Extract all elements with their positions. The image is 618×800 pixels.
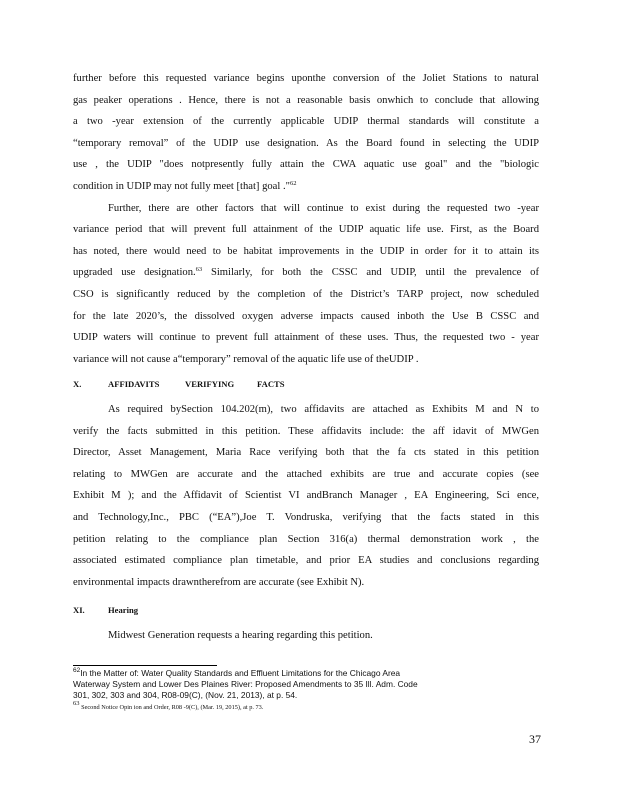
text-line: use , the UDIP "does notpresently fully attain the CWA aquatic use goal" and the "biologic (73, 159, 539, 171)
text-line: variance will not cause a“temporary” removal of the aquatic life use of theUDIP . (73, 353, 419, 365)
text-line: Midwest Generation requests a hearing regarding this petition. (108, 630, 373, 641)
text-line-content: condition in UDIP may not fully meet [that] goal ." (73, 180, 290, 192)
footnote-ref-63[interactable]: 63 (195, 266, 203, 274)
text-line-content: Similarly, for both the CSSC and UDIP, until the prevalence of (210, 267, 539, 279)
text-line: gas peaker operations . Hence, there is not a reasonable basis onwhich to conclude that allowing (73, 94, 539, 106)
text-line (73, 176, 539, 198)
text-line: a two -year extension of the currently applicable UDIP thermal standards will constitute a (73, 116, 539, 128)
section-number: X. (73, 379, 82, 389)
footnote-63 (73, 700, 503, 712)
footnote-line (73, 668, 503, 679)
footnote-ref-62[interactable]: 62 (289, 179, 297, 187)
page-number: 37 (529, 732, 541, 746)
paragraph-hearing (73, 625, 539, 647)
text-line: environmental impacts drawntherefrom are accurate (see Exhibit N). (73, 576, 365, 588)
text-line: further before this requested variance begins uponthe conversion of the Joliet Stations to natural (73, 73, 539, 84)
text-line: and Technology,Inc., PBC (“EA”),Joe T. Vondruska, verifying that the facts stated in this (73, 511, 539, 523)
text-line: CSO is significantly reduced by the completion of the District’s TARP project, now scheduled (73, 288, 539, 300)
text-line: variance period that will prevent full attainment of the UDIP aquatic life use. First, as the Board (73, 224, 539, 236)
footnote-marker: 62 (73, 667, 81, 674)
section-title: Hearing (108, 605, 139, 615)
text-line: relating to MWGen are accurate and the attached exhibits are true and accurate copies (see (73, 468, 539, 480)
paragraph-further-factors (73, 198, 539, 371)
text-line (73, 262, 539, 284)
paragraph-affidavits (73, 399, 539, 593)
footnote-line: Waterway System and Lower Des Plaines River: Proposed Amendments to 35 Ill. Adm. Code (73, 679, 418, 689)
text-line: Exhibit M ); and the Affidavit of Scientist VI andBranch Manager , EA Engineering, Sci ence, (73, 490, 539, 502)
text-line: for the late 2020’s, the dissolved oxygen adverse impacts caused inboth the Use B CSSC and (73, 310, 539, 322)
text-line: has noted, there would need to be habitat improvements in the UDIP in order for it to attain its (73, 245, 539, 257)
text-line: verify the facts submitted in this petition. These affidavits include: the aff idavit of MWGen (73, 425, 539, 437)
section-title-word: VERIFYING (185, 379, 235, 389)
text-line: associated estimated compliance plan timetable, and prior EA studies and conclusions regarding (73, 555, 539, 567)
section-title-word: FACTS (257, 379, 285, 389)
paragraph-continuation (73, 68, 539, 198)
text-line: Director, Asset Management, Maria Race verifying both that the fa cts stated in this petition (73, 447, 539, 459)
section-number: XI. (73, 605, 85, 615)
text-line: As required bySection 104.202(m), two affidavits are attached as Exhibits M and N to (108, 404, 539, 415)
footnote-text: In the Matter of: Water Quality Standards and Effluent Limitations for the Chicago Area (80, 668, 401, 678)
section-heading-xi (73, 604, 138, 616)
section-heading-x (73, 378, 285, 390)
text-line: Further, there are other factors that will continue to exist during the requested two -year (108, 202, 539, 214)
text-line: petition relating to the compliance plan Section 316(a) thermal demonstration work , the (73, 533, 539, 545)
footnote-line (73, 700, 503, 712)
footnote-marker: 63 (73, 700, 80, 707)
section-title-word: AFFIDAVITS (108, 379, 160, 389)
footnote-divider (73, 665, 217, 666)
footnote-text: Second Notice Opin ion and Order, R08 -9(C), (Mar. 19, 2015), at p. 73. (81, 704, 264, 711)
footnote-line: 301, 302, 303 and 304, R08-09(C), (Nov. 21, 2013), at p. 54. (73, 690, 298, 700)
text-line-content: upgraded use designation. (73, 267, 196, 279)
text-line: “temporary removal” of the UDIP use designation. As the Board found in selecting the UDIP (73, 137, 539, 149)
footnote-62 (73, 668, 503, 701)
text-line: UDIP waters will continue to prevent full attainment of these uses. Thus, the requested two - year (73, 332, 539, 344)
